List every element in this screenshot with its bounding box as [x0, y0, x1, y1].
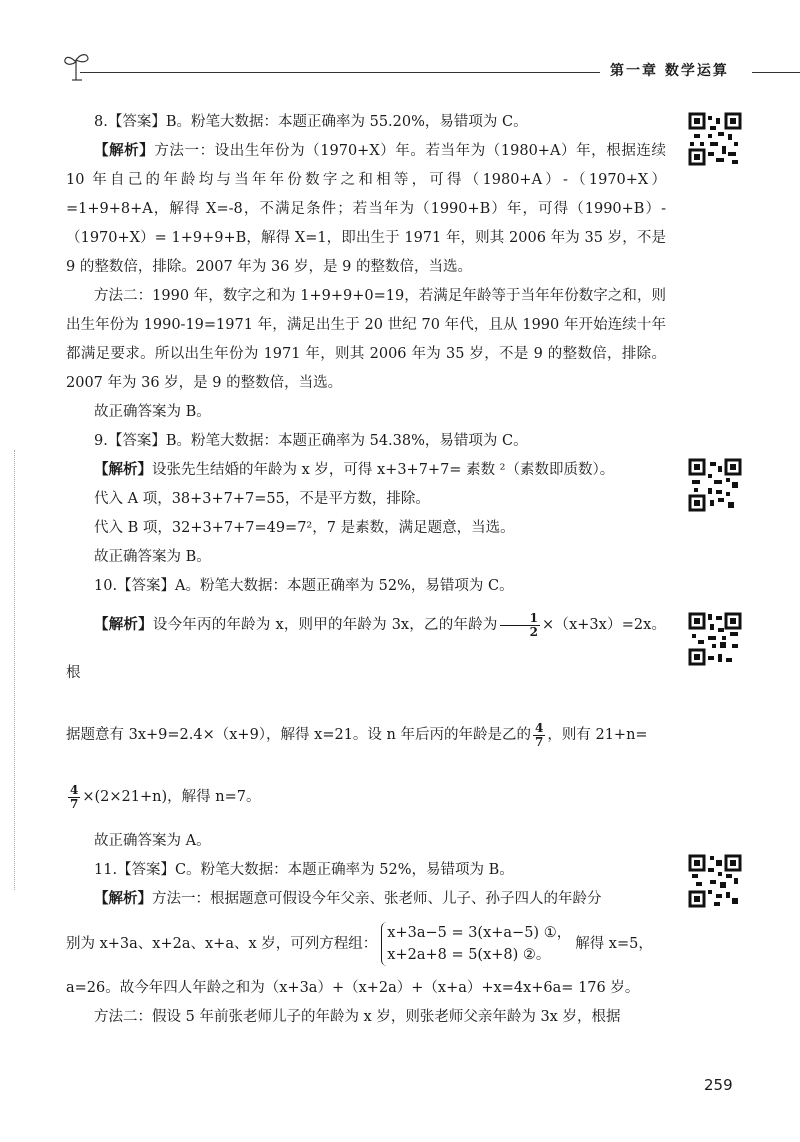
fraction-denominator: 7 — [70, 796, 79, 811]
q11-text-b: 解得 x=5， — [575, 936, 653, 952]
q9-answer: 9.【答案】B。粉笔大数据：本题正确率为 54.38%，易错项为 C。 — [94, 433, 528, 449]
q11-method-2: 方法二：假设 5 年前张老师儿子的年龄为 x 岁，则张老师父亲年龄为 3x 岁，根据 — [94, 1009, 621, 1025]
page-header — [62, 50, 800, 90]
qr-code-icon — [688, 112, 742, 166]
q10-text-b: ×（x+3x）=2x。根 — [66, 617, 667, 681]
q10-analysis-line-2 — [66, 711, 666, 759]
header-rule-left — [80, 72, 600, 73]
fraction-denominator: 2 — [529, 624, 538, 639]
equation-1: x+3a−5 = 3(x+a−5) ①， — [387, 925, 572, 941]
fraction-four-sevenths — [68, 784, 80, 811]
page-number: 259 — [704, 1076, 733, 1094]
q10-answer: 10.【答案】A。粉笔大数据：本题正确率为 52%，易错项为 C。 — [94, 578, 514, 594]
q10-final-answer: 故正确答案为 A。 — [94, 833, 211, 849]
q8-analysis — [66, 137, 666, 282]
fraction-four-sevenths — [533, 722, 545, 749]
fraction-denominator: 7 — [535, 734, 544, 749]
q9-option-a: 代入 A 项，38+3+7+7=55，不是平方数，排除。 — [94, 491, 430, 507]
analysis-tag: 【解析】 — [94, 462, 152, 478]
chapter-title: 第一章 数学运算 — [610, 63, 729, 79]
q8-analysis-method-2: 方法二：1990 年，数字之和为 1+9+9+0=19，若满足年龄等于当年年份数字之和，则出生年份为 1990-19=1971 年，满足出生于 20 世纪 70 年代，且从 1990 年开始连续十年都满足要求。所以出生年份为 1971 年，则其 2006 年为 35 岁，不是 9 的整数倍，排除。2007 年为 36 岁，是 9 的整数倍，当选。 — [66, 288, 666, 391]
q11-answer: 11.【答案】C。粉笔大数据：本题正确率为 52%，易错项为 B。 — [94, 862, 514, 878]
q11-analysis-text-3: a=26。故今年四人年龄之和为（x+3a）+（x+2a）+（x+a）+x=4x+6a= 176 岁。 — [66, 980, 640, 996]
q8-answer: 8.【答案】B。粉笔大数据：本题正确率为 55.20%，易错项为 C。 — [94, 114, 528, 130]
header-rule-right — [752, 72, 800, 73]
page-content — [66, 108, 666, 1032]
qr-code-icon — [688, 458, 742, 512]
analysis-tag: 【解析】 — [94, 617, 153, 633]
leaf-icon — [62, 50, 92, 82]
q11-analysis — [66, 885, 666, 914]
qr-code-icon — [688, 854, 742, 908]
q9-analysis — [66, 456, 666, 485]
equation-2: x+2a+8 = 5(x+8) ②。 — [387, 947, 551, 963]
q10-text-e: ×(2×21+n)，解得 n=7。 — [82, 789, 261, 805]
analysis-tag: 【解析】 — [94, 891, 152, 907]
q8-analysis-text-1: 方法一：设出生年份为（1970+X）年。若当年为（1980+A）年，根据连续10 年自己的年龄均与当年年份数字之和相等，可得（1980+A）-（1970+X）=1+9+8+A，解得 X=-8，不满足条件；若当年为（1990+B）年，可得（1990+B）-（1970+X）= 1+9+9+B，解得 X=1，即出生于 1971 年，则其 2006 年为 35 岁，不是 9 的整数倍，排除。2007 年为 36 岁，是 9 的整数倍，当选。 — [66, 143, 666, 275]
qr-code-icon — [688, 612, 742, 666]
analysis-tag: 【解析】 — [94, 143, 155, 159]
fraction-numerator: 4 — [535, 720, 544, 735]
equation-system — [381, 922, 571, 966]
q10-analysis-line-3 — [66, 773, 666, 821]
q8-final-answer: 故正确答案为 B。 — [94, 404, 211, 420]
fraction-numerator: 1 — [500, 612, 540, 626]
q9-analysis-text: 设张先生结婚的年龄为 x 岁，可得 x+3+7+7= 素数 ²（素数即质数）。 — [152, 462, 615, 478]
fraction-one-half — [500, 612, 540, 639]
margin-dotted-rule — [14, 450, 17, 890]
q10-text-d: ，则有 21+n= — [547, 727, 648, 743]
q9-final-answer: 故正确答案为 B。 — [94, 549, 211, 565]
q9-option-b: 代入 B 项，32+3+7+7=49=7²，7 是素数，满足题意，当选。 — [94, 520, 515, 536]
q10-analysis-line-1 — [66, 601, 666, 697]
q11-equation-line — [66, 922, 666, 966]
fraction-numerator: 4 — [70, 782, 79, 797]
q10-text-a: 设今年丙的年龄为 x，则甲的年龄为 3x，乙的年龄为 — [152, 617, 498, 633]
q11-analysis-text-1: 方法一：根据题意可假设今年父亲、张老师、儿子、孙子四人的年龄分 — [152, 891, 602, 907]
q10-text-c: 据题意有 3x+9=2.4×（x+9），解得 x=21。设 n 年后丙的年龄是乙的 — [66, 727, 531, 743]
q11-text-a: 别为 x+3a、x+2a、x+a、x 岁，可列方程组： — [66, 936, 378, 952]
